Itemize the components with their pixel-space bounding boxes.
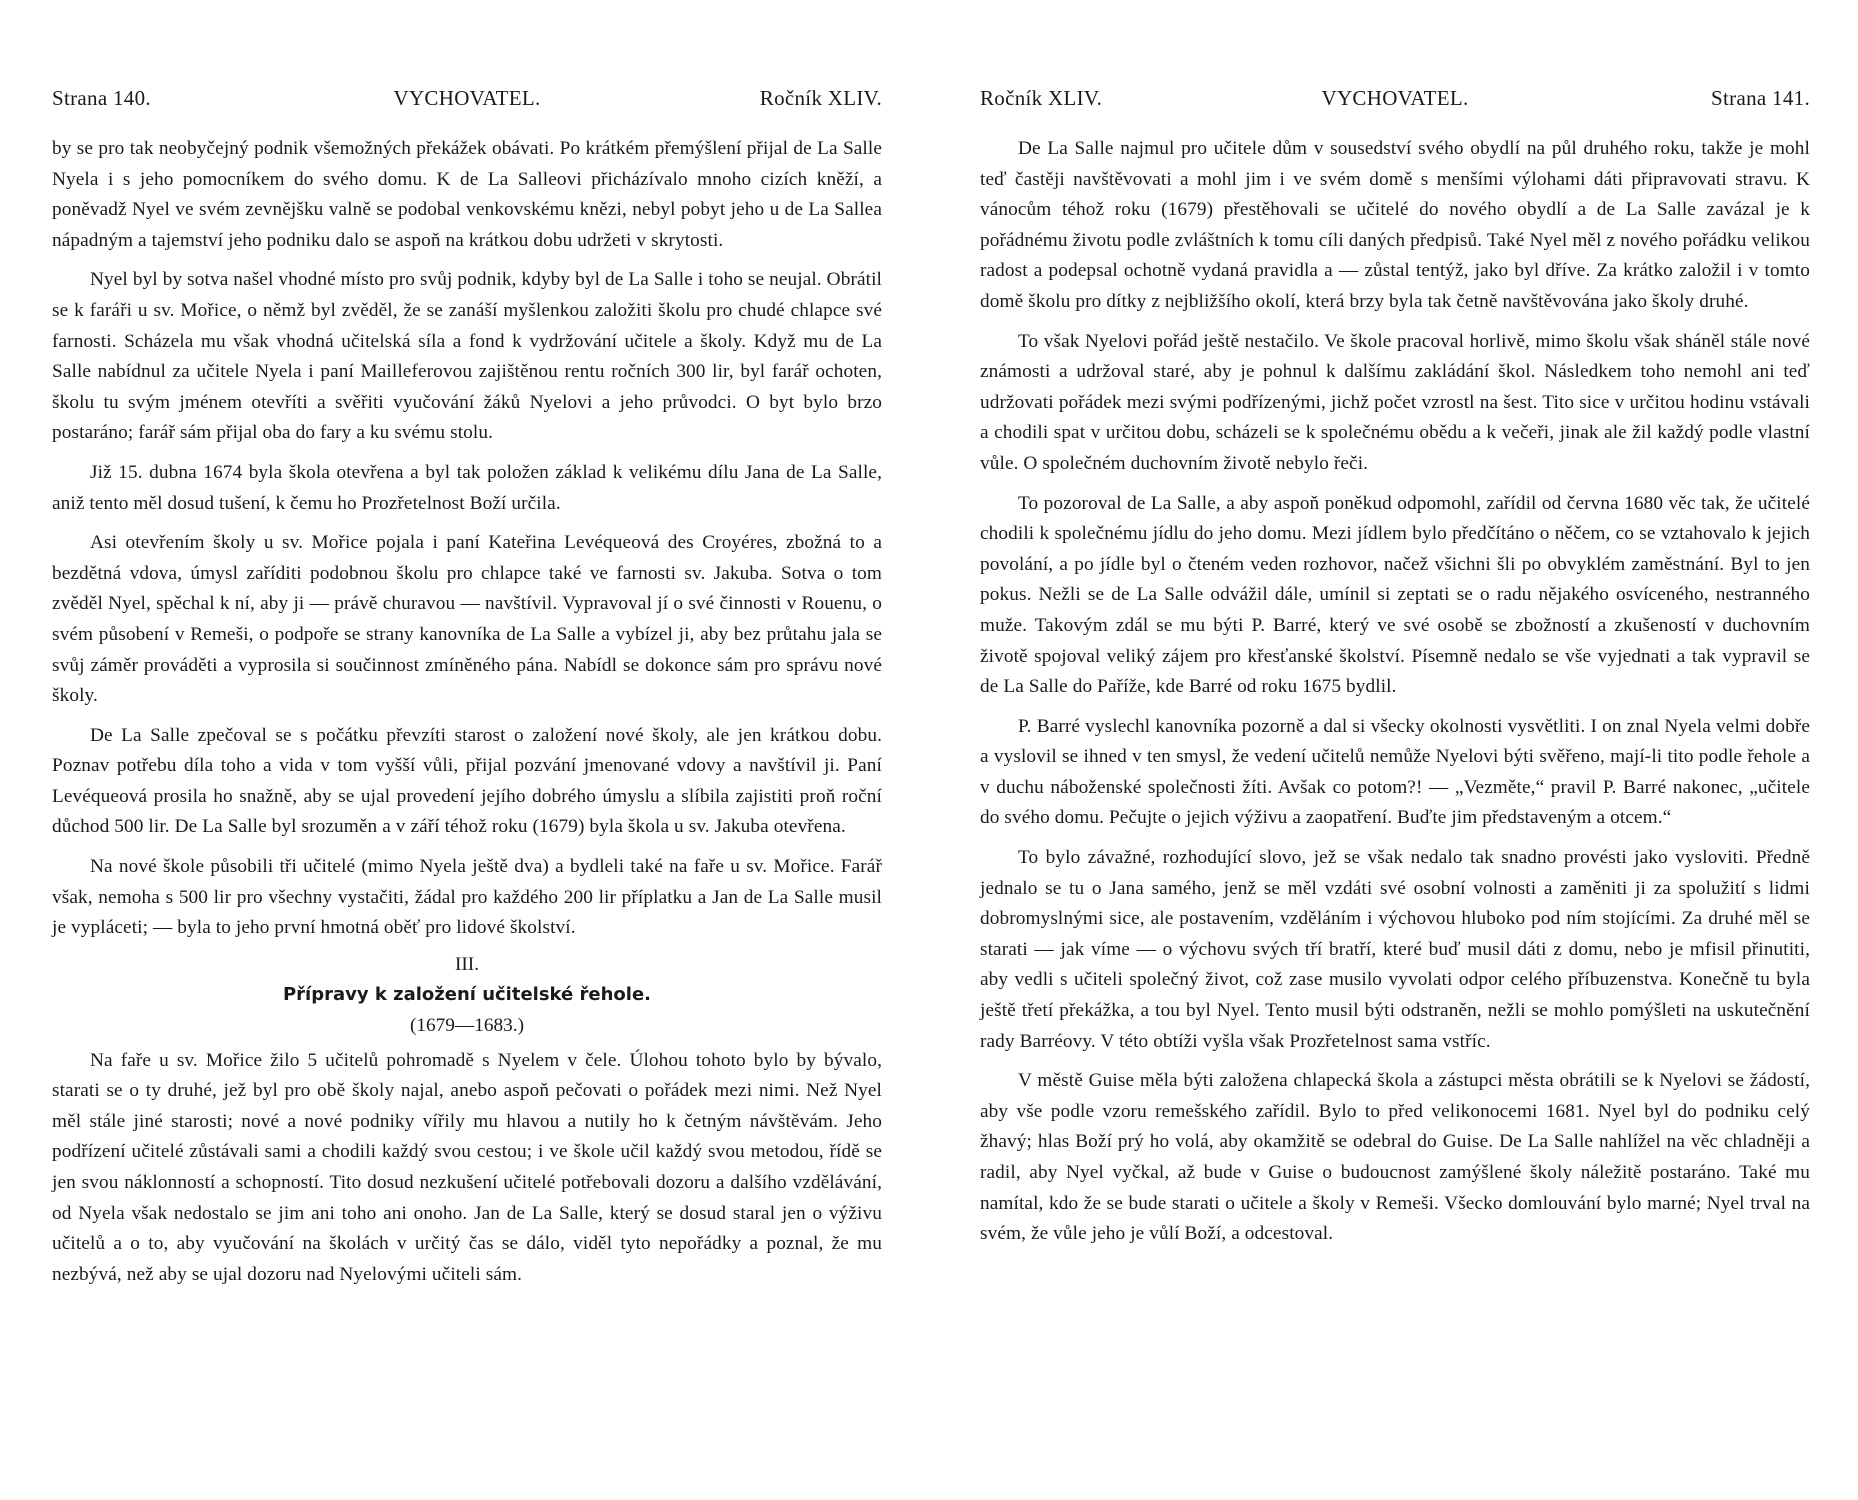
paragraph: To pozoroval de La Salle, a aby aspoň poněkud odpomohl, zařídil od června 1680 věc tak, že učitelé chodili k společnému jídlu do jeho domu. Mezi jídlem bylo předčítáno o něčem, co se vztahovalo k jejich povolání, a po jídle byl o čteném veden rozhovor, načež všichni šli po obvyklém zaměstnání. Byl to jen pokus. Nežli se de La Salle odvážil dále, umínil si zeptati se o radu nějakého osvíceného, nestranného muže. Takovým zdál se mu býti P. Barré, který ve své osobě se zbožností a zkušeností v duchovním životě spojoval veliký zájem pro křesťanské školství. Písemně nedalo se vše vyjednati a tak vypravil se de La Salle do Paříže, kde Barré od roku 1675 bydlil. (980, 492, 1810, 698)
volume-label: Ročník XLIV. (980, 86, 1103, 110)
chapter-number: III. (454, 953, 480, 975)
paragraph: Již 15. dubna 1674 byla škola otevřena a byl tak položen základ k velikému dílu Jana de La Salle, aniž tento měl dosud tušení, k čemu ho Prozřetelnost Boží určila. (52, 461, 882, 514)
chapter-years: (1679—1683.) (409, 1015, 525, 1037)
page-number: Strana 140. (52, 86, 151, 110)
right-page (980, 0, 1810, 1500)
paragraph: Na faře u sv. Mořice žilo 5 učitelů pohromadě s Nyelem v čele. Úlohou tohoto bylo by bývalo, starati se o ty druhé, jež byl pro obě školy najal, anebo aspoň pečovati o pořádek mezi nimi. Než Nyel měl stále jiné starosti; nové a nové podniky vířily mu hlavou a nutily ho k četným návštěvám. Jeho podřízení učitelé zůstávali sami a chodili každý svou cestou; i ve škole učil každý svou metodou, řídě se jen svou náklonností a schopností. Tito dosud nezkušení učitelé potřebovali dozoru a dalšího vzdělávání, od Nyela však nedostalo se jim ani toho ani onoho. Jan de La Salle, který se dosud staral jen o výživu učitelů a o to, aby vyučování na školách v určitý čas se dálo, viděl tyto nepořádky a poznal, že mu nezbývá, než aby se ujal dozoru nad Nyelovými učiteli sám. (52, 1049, 882, 1285)
left-page (52, 0, 882, 1500)
paragraph: De La Salle najmul pro učitele dům v sousedství svého obydlí na půl druhého roku, takže je mohl teď častěji navštěvovati a mohl jim i ve svém domě s menšími výlohami dáti připravovati stravu. K vánocům téhož roku (1679) přestěhovali se učitelé do nového obydlí a de La Salle zavázal je k pořádnému životu podle zvláštních k tomu cíli daných předpisů. Také Nyel měl z nového pořádku velikou radost a podepsal ochotně vydaná pravidla a — zůstal tentýž, jako byl dříve. Za krátko založil i v tomto domě školu pro dítky z nejbližšího okolí, která brzy byla tak četně navštěvována jako školy druhé. (980, 138, 1810, 312)
paragraph: Na nové škole působili tři učitelé (mimo Nyela ještě dva) a bydleli také na faře u sv. Mořice. Farář však, nemoha s 500 lir pro všechny vystačiti, žádal pro každého 200 lir příplatku a Jan de La Salle musil je vypláceti; — byla to jeho první hmotná oběť pro lidové školství. (52, 856, 882, 939)
chapter-title: Přípravy k založení učitelské řehole. (282, 984, 651, 1006)
running-header-left (52, 86, 882, 116)
right-page-body (980, 134, 1810, 1250)
journal-title: VYCHOVATEL. (393, 86, 541, 110)
paragraph: P. Barré vyslechl kanovníka pozorně a dal si všecky okolnosti vysvětliti. I on znal Nyela velmi dobře a vyslovil se ihned v ten smysl, že vedení učitelů nemůže Nyelovi býti svěřeno, mají-li tito podle řehole a v duchu náboženské společnosti žíti. Avšak co potom?! — „Vezměte,“ pravil P. Barré nakonec, „učitele do svého domu. Pečujte o jejich výživu a zaopatření. Buďte jim představeným a otcem.“ (980, 715, 1810, 829)
paragraph: To bylo závažné, rozhodující slovo, jež se však nedalo tak snadno provésti jako vysloviti. Předně jednalo se tu o Jana samého, jenž se měl vzdáti své osobní volnosti a zaměniti ji za spolužití s lidmi dobromyslnými sice, ale postavením, vzděláním i výchovou hluboko pod ním stojícími. Za druhé měl se starati — jak víme — o výchovu svých tří bratří, které buď musil dáti z domu, nebo je mfisil přinutiti, aby vedli s učiteli společný život, což zase musilo vyvolati odpor celého příbuzenstva. Konečně tu byla ještě třetí překážka, a tou byl Nyel. Tento musil býti odstraněn, nežli se mohlo pomýšleti na uskutečnění rady Barréovy. V této obtíži vyšla však Prozřetelnost sama vstříc. (980, 847, 1810, 1052)
paragraph: De La Salle zpečoval se s počátku převzíti starost o založení nové školy, ale jen krátkou dobu. Poznav potřebu díla toho a vida v tom vyšší vůli, přijal pozvání jmenované vdovy a navštívil ji. Paní Levéqueová prosila ho snažně, aby se ujal provedení jejího dobrého úmyslu a slíbila zajistiti proň roční důchod 500 lir. De La Salle byl srozuměn a v září téhož roku (1679) byla škola u sv. Jakuba otevřena. (52, 724, 882, 838)
page-number: Strana 141. (1711, 86, 1810, 110)
paragraph: V městě Guise měla býti založena chlapecká škola a zástupci města obrátili se k Nyelovi se žádostí, aby vše podle vzoru remešského zařídil. Bylo to před velikonocemi 1681. Nyel byl do podniku celý žhavý; hlas Boží prý ho volá, aby okamžitě se odebral do Guise. De La Salle nahlížel na věc chladněji a radil, aby Nyel vyčkal, až bude v Guise o budoucnost zamýšlené školy náležitě postaráno. Také mu namítal, kdo že se bude starati o učitele a školy v Remeši. Všecko domlouvání bylo marné; Nyel trval na svém, že vůle jeho je vůlí Boží, a odcestoval. (980, 1070, 1810, 1245)
journal-title: VYCHOVATEL. (1321, 86, 1469, 110)
running-header-right (980, 86, 1810, 116)
paragraph: Asi otevřením školy u sv. Mořice pojala i paní Kateřina Levéqueová des Croyéres, zbožná to a bezdětná vdova, úmysl zaříditi podobnou školu pro chlapce také ve farnosti sv. Jakuba. Sotva o tom zvěděl Nyel, spěchal k ní, aby ji — právě churavou — navštívil. Vypravoval jí o své činnosti v Rouenu, o svém působení v Remeši, o podpoře se strany kanovníka de La Salle a vybízel ji, aby bez průtahu jala se svůj záměr prováděti a vyprosila si součinnost zmíněného pána. Nabídl se dokonce sám pro správu nové školy. (52, 532, 882, 707)
paragraph: Nyel byl by sotva našel vhodné místo pro svůj podnik, kdyby byl de La Salle i toho se neujal. Obrátil se k faráři u sv. Mořice, o němž byl zvěděl, že se zanáší myšlenkou založiti školu pro chudé chlapce své farnosti. Scházela mu však vhodná učitelská síla a fond k vydržování učitele a školy. Když mu de La Salle nabídnul za učitele Nyela i paní Mailleferovou zajištěnou rentu ročních 300 lir, byl farář ochoten, školu tu svým jménem otevříti a svěřiti vyučování žáků Nyelovi a jeho průvodci. O byt bylo brzo postaráno; farář sám přijal oba do fary a ku svému stolu. (52, 269, 882, 444)
volume-label: Ročník XLIV. (759, 86, 882, 110)
paragraph: by se pro tak neobyčejný podnik všemožných překážek obávati. Po krátkém přemýšlení přijal de La Salle Nyela i s jeho pomocníkem do svého domu. K de La Salleovi přicházívalo mnoho cizích kněží, a poněvadž Nyel ve svém zevnějšku valně se podobal venkovskému knězi, nebyl pobyt jeho u de La Sallea nápadným a tajemství jeho podniku dalo se aspoň na krátkou dobu udržeti v skrytosti. (52, 138, 882, 251)
left-page-body (52, 134, 882, 1290)
paragraph: To však Nyelovi pořád ještě nestačilo. Ve škole pracoval horlivě, mimo školu však sháněl stále nové známosti a udržoval staré, aby je pohnul k dalšímu zakládání škol. Následkem toho nemohl ani teď udržovati pořádek mezi svými podřízenými, jichž počet vzrostl na šest. Tito sice v určitou hodinu vstávali a chodili spat v určitou dobu, scházeli se k společnému obědu a k večeři, jinak ale žil každý podle vlastní vůle. O společném duchovním životě nebylo řeči. (980, 330, 1810, 474)
